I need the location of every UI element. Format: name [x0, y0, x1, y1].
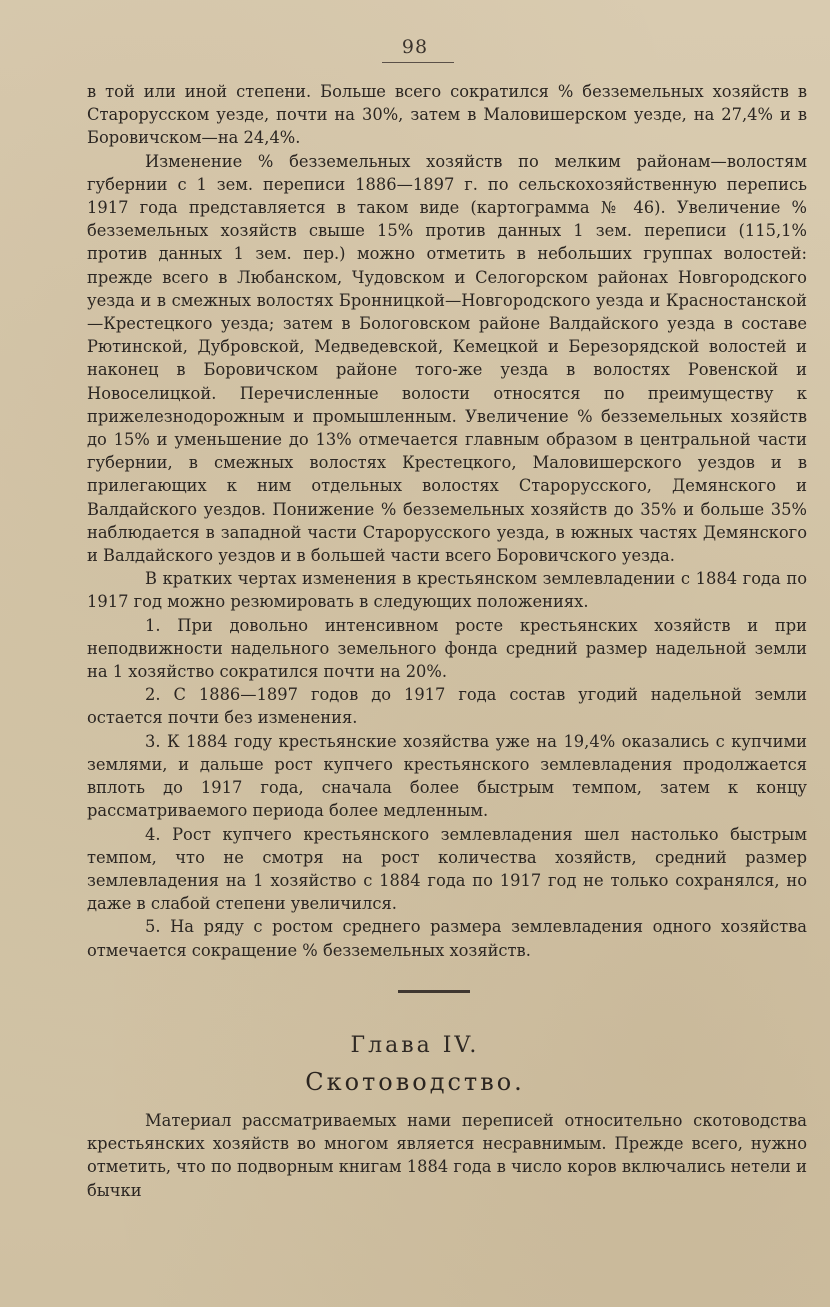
- chapter-text: [87, 1109, 807, 1202]
- summary-point-2: 2. С 1886—1897 годов до 1917 года состав угодий надельной земли остается почти без изменения.: [87, 685, 807, 728]
- chapter-title: Скотоводство.: [305, 1068, 525, 1096]
- paragraph-landless-change: Изменение % безземельных хозяйств по мелким районам—волостям губернии с 1 зем. переписи 1886—1897 г. по сельскохозяйственную перепись 1917 года представляется в таком виде (картограмма № 46). Увеличение % безземельных хозяйств свыше 15% против данных 1 зем. переписи (115,1% против данных 1 зем. пер.) можно отметить в небольших группах волостей: прежде всего в Любанском, Чудовском и Селогорском районах Новгородского уезда и в смежных волостях Бронницкой—Новгородского уезда и Красностанской—Крестецкого уезда; затем в Бологовском районе Валдайского уезда в составе Рютинской, Дубровской, Медведевской, Кемецкой и Березорядской волостей и наконец в Боровичском районе того-же уезда в волостях Ровенской и Новоселицкой. Перечисленные волости относятся по преимуществу к прижелезнодорожным и промышленным. Увеличение % безземельных хозяйств до 15% и уменьшение до 13% отмечается главным образом в центральной части губернии, в смежных волостях Крестецкого, Маловишерского уездов и в прилегающих к ним отдельных волостях Старорусского, Демянского и Валдайского уездов. Понижение % безземельных хозяйств до 35% и больше 35% наблюдается в западной части Старорусского уезда, в южных частях Демянского и Валдайского уездов и в большей части всего Боровичского уезда.: [87, 151, 807, 566]
- chapter-label: Глава IV.: [350, 1033, 480, 1058]
- section-divider: [398, 990, 470, 993]
- page-number: 98: [401, 36, 429, 58]
- page-number-rule: [382, 62, 454, 63]
- summary-point-1: 1. При довольно интенсивном росте крестьянских хозяйств и при неподвижности надельного земельного фонда средний размер надельной земли на 1 хозяйство сократился почти на 20%.: [87, 615, 807, 682]
- paragraph-summary-intro: В кратких чертах изменения в крестьянском землевладении с 1884 года по 1917 год можно резюмировать в следующих положениях.: [87, 569, 807, 612]
- summary-point-3: 3. К 1884 году крестьянские хозяйства уже на 19,4% оказались с купчими землями, и дальше рост купчего крестьянского землевладения продолжается вплоть до 1917 года, сначала более быстрым темпом, затем к концу рассматриваемого периода более медленным.: [87, 731, 807, 821]
- main-text: [87, 80, 807, 962]
- summary-point-4: 4. Рост купчего крестьянского землевладения шел настолько быстрым темпом, что не смотря на рост количества хозяйств, средний размер землевладения на 1 хозяйство с 1884 года по 1917 год не только сохранялся, но даже в слабой степени увеличился.: [87, 824, 807, 914]
- paragraph-continuation: в той или иной степени. Больше всего сократился % безземельных хозяйств в Старорусском уезде, почти на 30%, затем в Маловишерском уезде, на 27,4% и в Боровичском—на 24,4%.: [87, 82, 807, 148]
- summary-point-5: 5. На ряду с ростом среднего размера землевладения одного хозяйства отмечается сокращение % безземельных хозяйств.: [87, 917, 807, 960]
- chapter-paragraph: Материал рассматриваемых нами переписей относительно скотоводства крестьянских хозяйств во многом является несравнимым. Прежде всего, нужно отметить, что по подворным книгам 1884 года в число коров включались нетели и бычки: [87, 1111, 807, 1200]
